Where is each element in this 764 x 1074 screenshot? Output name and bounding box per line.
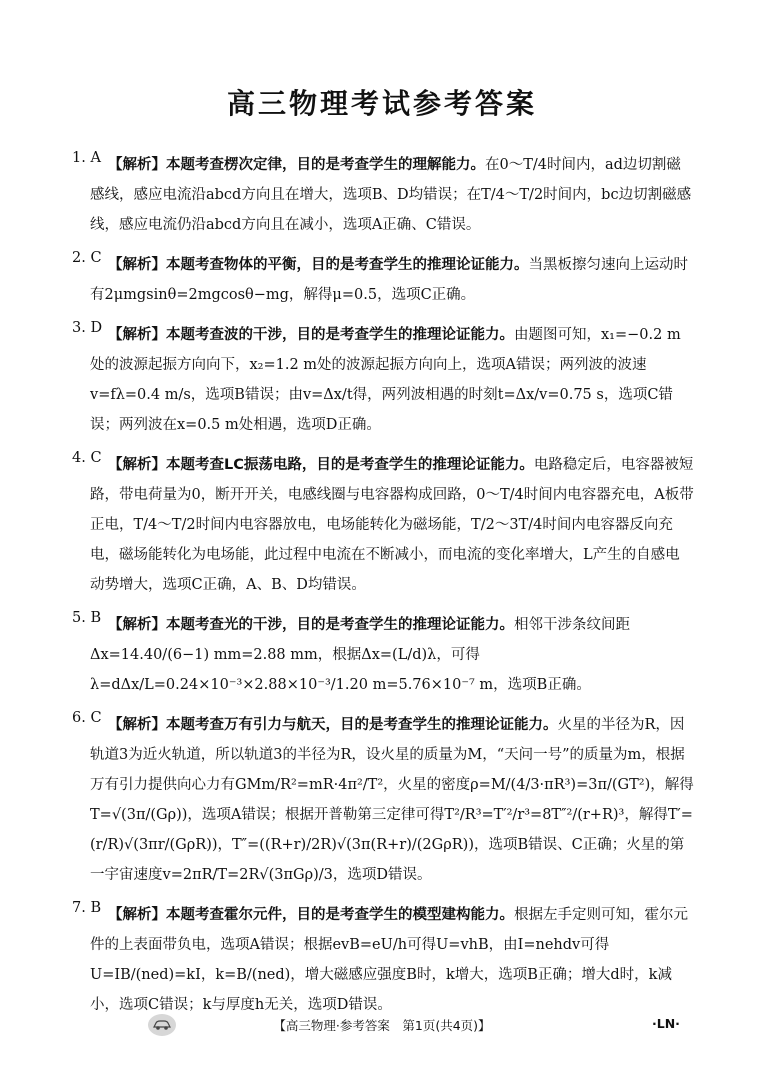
analysis-head: 【解析】本题考查物体的平衡，目的是考查学生的推理论证能力。 <box>108 257 529 273</box>
answer-number: 5. B <box>72 610 102 626</box>
analysis-text: 相邻干涉条纹间距Δx=14.40/(6−1) mm=2.88 mm，根据Δx=(L/d)λ，可得λ=dΔx/L=0.24×10⁻³×2.88×10⁻³/1.20 m=5.76×10⁻⁷ m，选项B正确。 <box>90 617 630 693</box>
answer-number: 7. B <box>72 900 102 916</box>
answer-item-3 <box>74 320 694 440</box>
answer-item-2 <box>74 250 694 310</box>
page-title: 高三物理考试参考答案 <box>226 87 537 120</box>
analysis-head: 【解析】本题考查楞次定律，目的是考查学生的理解能力。 <box>108 157 485 173</box>
answer-item-5 <box>74 610 694 700</box>
answer-body <box>90 150 694 240</box>
answer-body <box>90 250 694 310</box>
footer-region-code: ·LN· <box>652 1016 680 1031</box>
answer-item-6 <box>74 710 694 890</box>
analysis-head: 【解析】本题考查波的干涉，目的是考查学生的推理论证能力。 <box>108 327 514 343</box>
answer-list <box>74 150 694 1030</box>
analysis-text: 在0～T/4时间内，ad边切割磁感线，感应电流沿abcd方向且在增大，选项B、D均错误；在T/4～T/2时间内，bc边切割磁感线，感应电流仍沿abcd方向且在减小，选项A正确、C错误。 <box>90 157 692 233</box>
answer-item-1 <box>74 150 694 240</box>
answer-number: 1. A <box>72 150 101 166</box>
analysis-text: 根据左手定则可知，霍尔元件的上表面带负电，选项A错误；根据evB=eU/h可得U=vhB，由I=nehdv可得U=IB/(ned)=kI，k=B/(ned)，增大磁感应强度B时，k增大，选项B正确；增大d时，k减小，选项C错误；k与厚度h无关，选项D错误。 <box>90 907 688 1013</box>
analysis-head: 【解析】本题考查万有引力与航天，目的是考查学生的推理论证能力。 <box>108 717 558 733</box>
answer-body <box>90 710 694 890</box>
answer-number: 6. C <box>72 710 102 726</box>
answer-number: 2. C <box>72 250 102 266</box>
analysis-text: 火星的半径为R，因轨道3为近火轨道，所以轨道3的半径为R，设火星的质量为M，“天问一号”的质量为m，根据万有引力提供向心力有GMm/R²=mR·4π²/T²，火星的密度ρ=M/(4/3·πR³)=3π/(GT²)，解得T=√(3π/(Gρ))，选项A错误；根据开普勒第三定律可得T²/R³=T′²/r³=8T″²/(r+R)³，解得T′=(r/R)√(3πr/(GρR))，T″=((R+r)/2R)√(3π(R+r)/(2GρR))，选项B错误、C正确；火星的第一宇宙速度v=2πR/T=2R√(3πGρ)/3，选项D错误。 <box>90 717 694 883</box>
answer-item-4 <box>74 450 694 600</box>
answer-number: 3. D <box>72 320 103 336</box>
analysis-head: 【解析】本题考查光的干涉，目的是考查学生的推理论证能力。 <box>108 617 514 633</box>
answer-number: 4. C <box>72 450 102 466</box>
answer-body <box>90 610 694 700</box>
analysis-text: 电路稳定后，电容器被短路，带电荷量为0，断开开关，电感线圈与电容器构成回路，0～T/4时间内电容器充电，A板带正电，T/4～T/2时间内电容器放电，电场能转化为磁场能，T/2～3T/4时间内电容器反向充电，磁场能转化为电场能，此过程中电流在不断减小，而电流的变化率增大，L产生的自感电动势增大，选项C正确，A、B、D均错误。 <box>90 457 694 593</box>
analysis-head: 【解析】本题考查LC振荡电路，目的是考查学生的推理论证能力。 <box>108 457 534 473</box>
answer-body <box>90 900 694 1020</box>
answer-body <box>90 320 694 440</box>
analysis-text: 当黑板擦匀速向上运动时有2μmgsinθ=2mgcosθ−mg，解得μ=0.5，选项C正确。 <box>90 257 688 303</box>
page-footer <box>0 1014 764 1040</box>
footer-page-info: 【高三物理·参考答案 第1页(共4页)】 <box>273 1018 491 1033</box>
answer-body <box>90 450 694 600</box>
analysis-head: 【解析】本题考查霍尔元件，目的是考查学生的模型建构能力。 <box>108 907 514 923</box>
answer-item-7 <box>74 900 694 1020</box>
analysis-text: 由题图可知，x₁=−0.2 m处的波源起振方向向下，x₂=1.2 m处的波源起振方向向上，选项A错误；两列波的波速v=fλ=0.4 m/s，选项B错误；由v=Δx/t得，两列波相遇的时刻t=Δx/v=0.75 s，选项C错误；两列波在x=0.5 m处相遇，选项D正确。 <box>90 327 681 433</box>
